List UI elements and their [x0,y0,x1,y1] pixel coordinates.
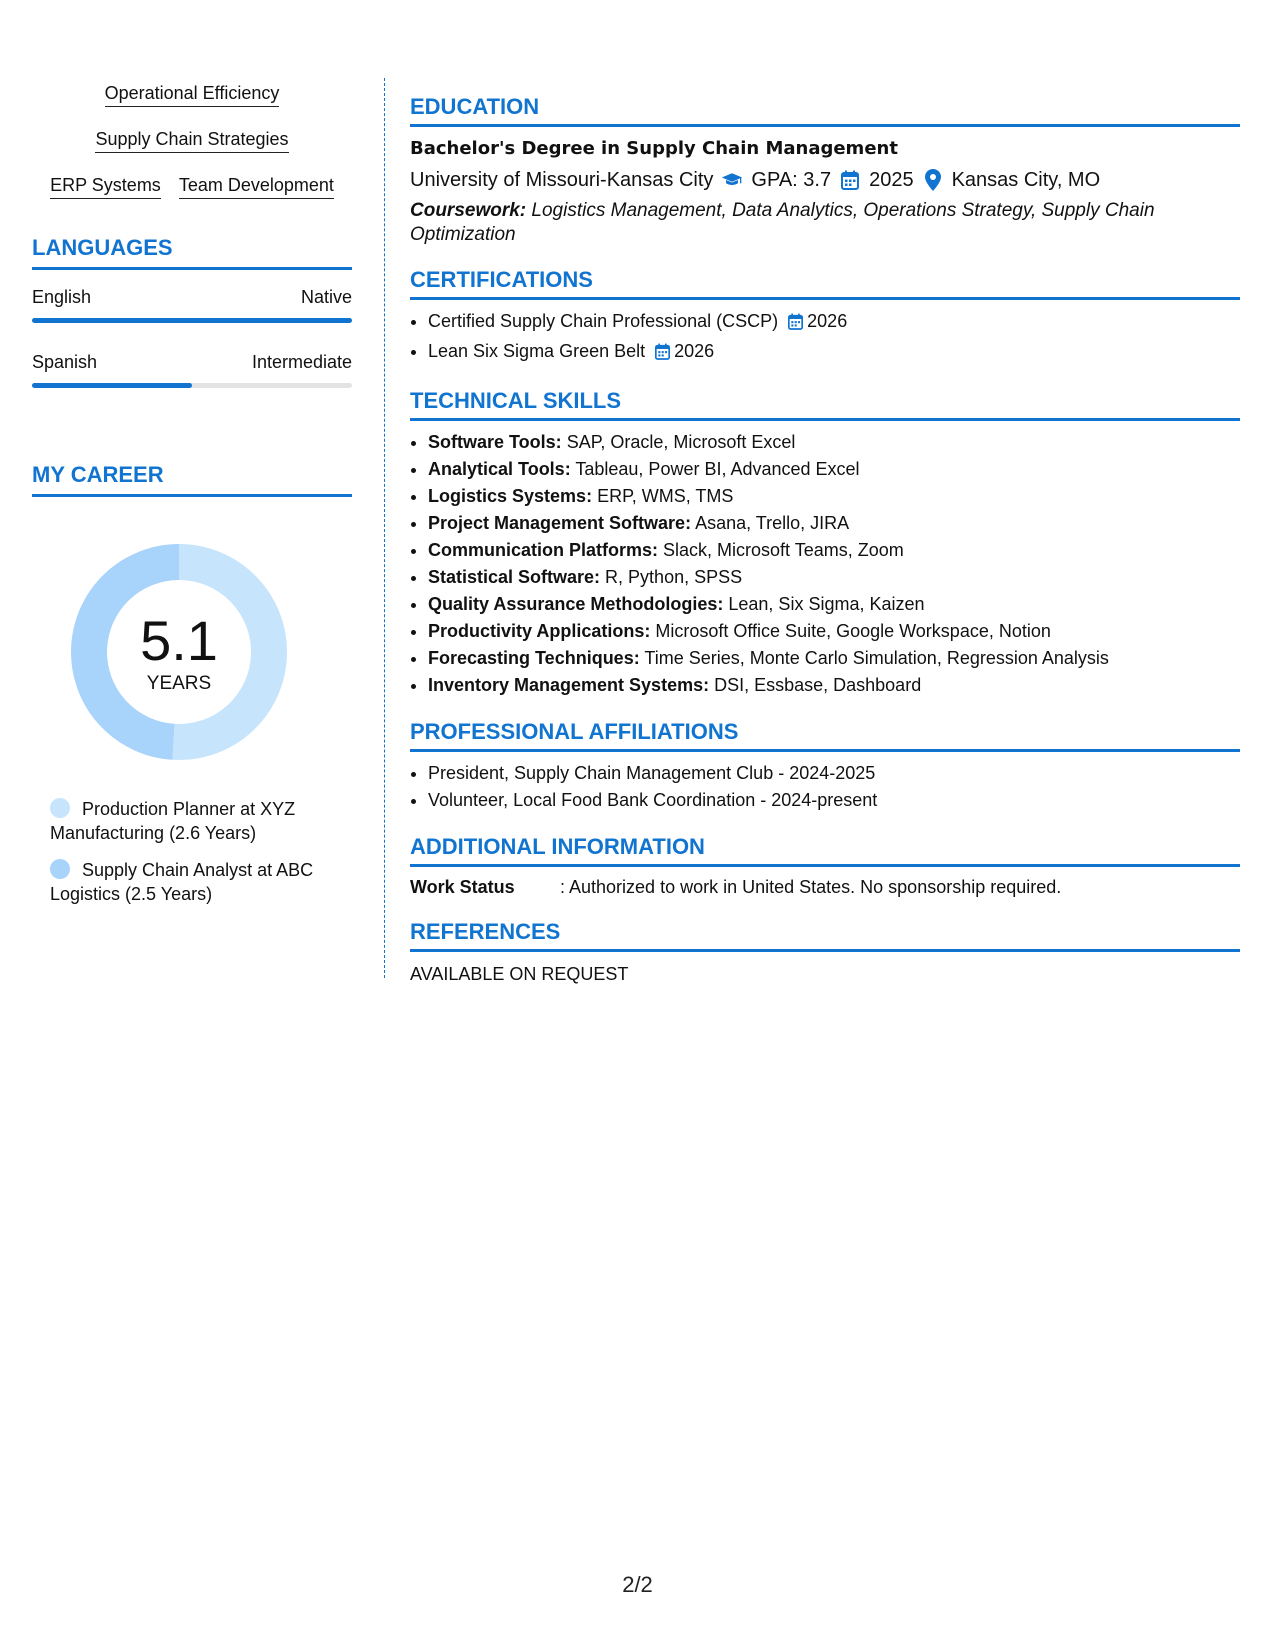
technical-skills-heading: TECHNICAL SKILLS [410,388,1240,421]
education-meta [410,167,1240,193]
affiliations-list [410,760,1240,814]
work-status-row [410,875,1240,899]
career-total-unit: YEARS [146,673,212,694]
education-year: 2025 [869,169,914,191]
work-status-label: Work Status [410,877,515,897]
affiliation-item: • President, Supply Chain Management Club - 2024-2025 [428,760,1240,787]
technical-skill-item [428,591,1240,618]
graduation-cap-icon [721,169,743,191]
education-school: University of Missouri-Kansas City [410,169,714,191]
technical-skill-item [428,672,1240,699]
certifications-list [410,308,1240,368]
education-gpa: GPA: 3.7 [751,169,832,191]
technical-skills-list [410,429,1240,699]
technical-skill-item [428,429,1240,456]
skill-category: Forecasting Techniques: [428,648,640,668]
skill-category: Logistics Systems: [428,486,593,506]
technical-skill-item [428,483,1240,510]
certifications-heading: CERTIFICATIONS [410,267,1240,300]
calendar-icon [655,341,670,368]
career-section [32,462,352,906]
certification-item [428,308,1240,338]
skill-values: Time Series, Monte Carlo Simulation, Regression Analysis [639,648,1109,668]
skill-category: Statistical Software: [428,567,601,587]
language-name: Spanish [32,352,98,372]
legend-dot-icon [50,859,70,879]
language-bar [32,383,352,388]
skill-tag: Operational Efficiency [105,82,280,107]
certification-name: Certified Supply Chain Professional (CSCP) [428,311,779,331]
skill-values: ERP, WMS, TMS [592,486,734,506]
right-column [410,94,1240,1006]
language-name: English [32,287,92,307]
skill-tags [32,82,352,199]
calendar-icon [788,311,803,338]
certification-year: 2026 [807,311,848,331]
affiliations-heading: PROFESSIONAL AFFILIATIONS [410,719,1240,752]
education-section [410,94,1240,247]
certification-item [428,338,1240,368]
skill-category: Inventory Management Systems: [428,675,710,695]
career-position-label: Supply Chain Analyst at ABC Logistics (2.5 Years) [50,860,314,904]
certification-name: Lean Six Sigma Green Belt [428,341,646,361]
skill-category: Quality Assurance Methodologies: [428,594,724,614]
language-item [32,351,352,388]
skill-tag: Supply Chain Strategies [95,128,288,153]
technical-skill-item [428,456,1240,483]
legend-dot-icon [50,798,70,818]
skill-tag: ERP Systems [50,174,161,199]
technical-skills-section [410,388,1240,699]
additional-info-heading: ADDITIONAL INFORMATION [410,834,1240,867]
skill-row [32,82,352,107]
career-total-value: 5.1 [140,609,218,672]
career-legend-item [50,858,330,906]
location-pin-icon [922,169,944,191]
work-status-value: : Authorized to work in United States. No sponsorship required. [560,877,1062,897]
skill-category: Project Management Software: [428,513,692,533]
affiliations-section [410,719,1240,814]
skill-tag: Team Development [179,174,334,199]
skill-values: SAP, Oracle, Microsoft Excel [561,432,796,452]
skill-category: Analytical Tools: [428,459,571,479]
education-degree: Bachelor's Degree in Supply Chain Management [410,138,898,159]
certification-year: 2026 [674,341,715,361]
skill-category: Productivity Applications: [428,621,651,641]
technical-skill-item [428,645,1240,672]
additional-info-section [410,834,1240,899]
education-location: Kansas City, MO [951,169,1101,191]
language-bar-fill [32,318,352,323]
career-legend [50,797,330,906]
certifications-section [410,267,1240,368]
technical-skill-item [428,618,1240,645]
career-legend-item [50,797,330,845]
column-divider [384,78,385,978]
technical-skill-item [428,537,1240,564]
languages-heading: LANGUAGES [32,235,352,270]
skill-values: Microsoft Office Suite, Google Workspace, Notion [650,621,1051,641]
skill-values: Slack, Microsoft Teams, Zoom [658,540,904,560]
language-item [32,286,352,323]
skill-values: R, Python, SPSS [600,567,743,587]
skill-row [32,174,352,199]
languages-section [32,235,352,388]
skill-values: Lean, Six Sigma, Kaizen [723,594,925,614]
career-heading: MY CAREER [32,462,352,497]
references-text: AVAILABLE ON REQUEST [410,964,629,984]
language-level: Native [300,287,352,307]
language-level: Intermediate [251,352,352,372]
coursework-label: Coursework: [410,200,527,221]
skill-values: DSI, Essbase, Dashboard [709,675,922,695]
career-donut [64,537,294,767]
skill-category: Communication Platforms: [428,540,659,560]
skill-values: Tableau, Power BI, Advanced Excel [570,459,860,479]
technical-skill-item [428,510,1240,537]
references-heading: REFERENCES [410,919,1240,952]
coursework-list: Logistics Management, Data Analytics, Operations Strategy, Supply Chain Optimization [410,200,1155,245]
skill-category: Software Tools: [428,432,562,452]
references-section [410,919,1240,986]
technical-skill-item [428,564,1240,591]
language-bar-fill [32,383,192,388]
left-column [32,82,352,919]
education-heading: EDUCATION [410,94,1240,127]
page-number: 2/2 [622,1572,653,1597]
career-position-label: Production Planner at XYZ Manufacturing (2.6 Years) [50,799,296,843]
skill-row [32,128,352,153]
affiliation-item: • Volunteer, Local Food Bank Coordination - 2024-present [428,787,1240,814]
language-bar [32,318,352,323]
skill-values: Asana, Trello, JIRA [691,513,850,533]
calendar-icon [839,169,861,191]
education-coursework [410,199,1240,247]
